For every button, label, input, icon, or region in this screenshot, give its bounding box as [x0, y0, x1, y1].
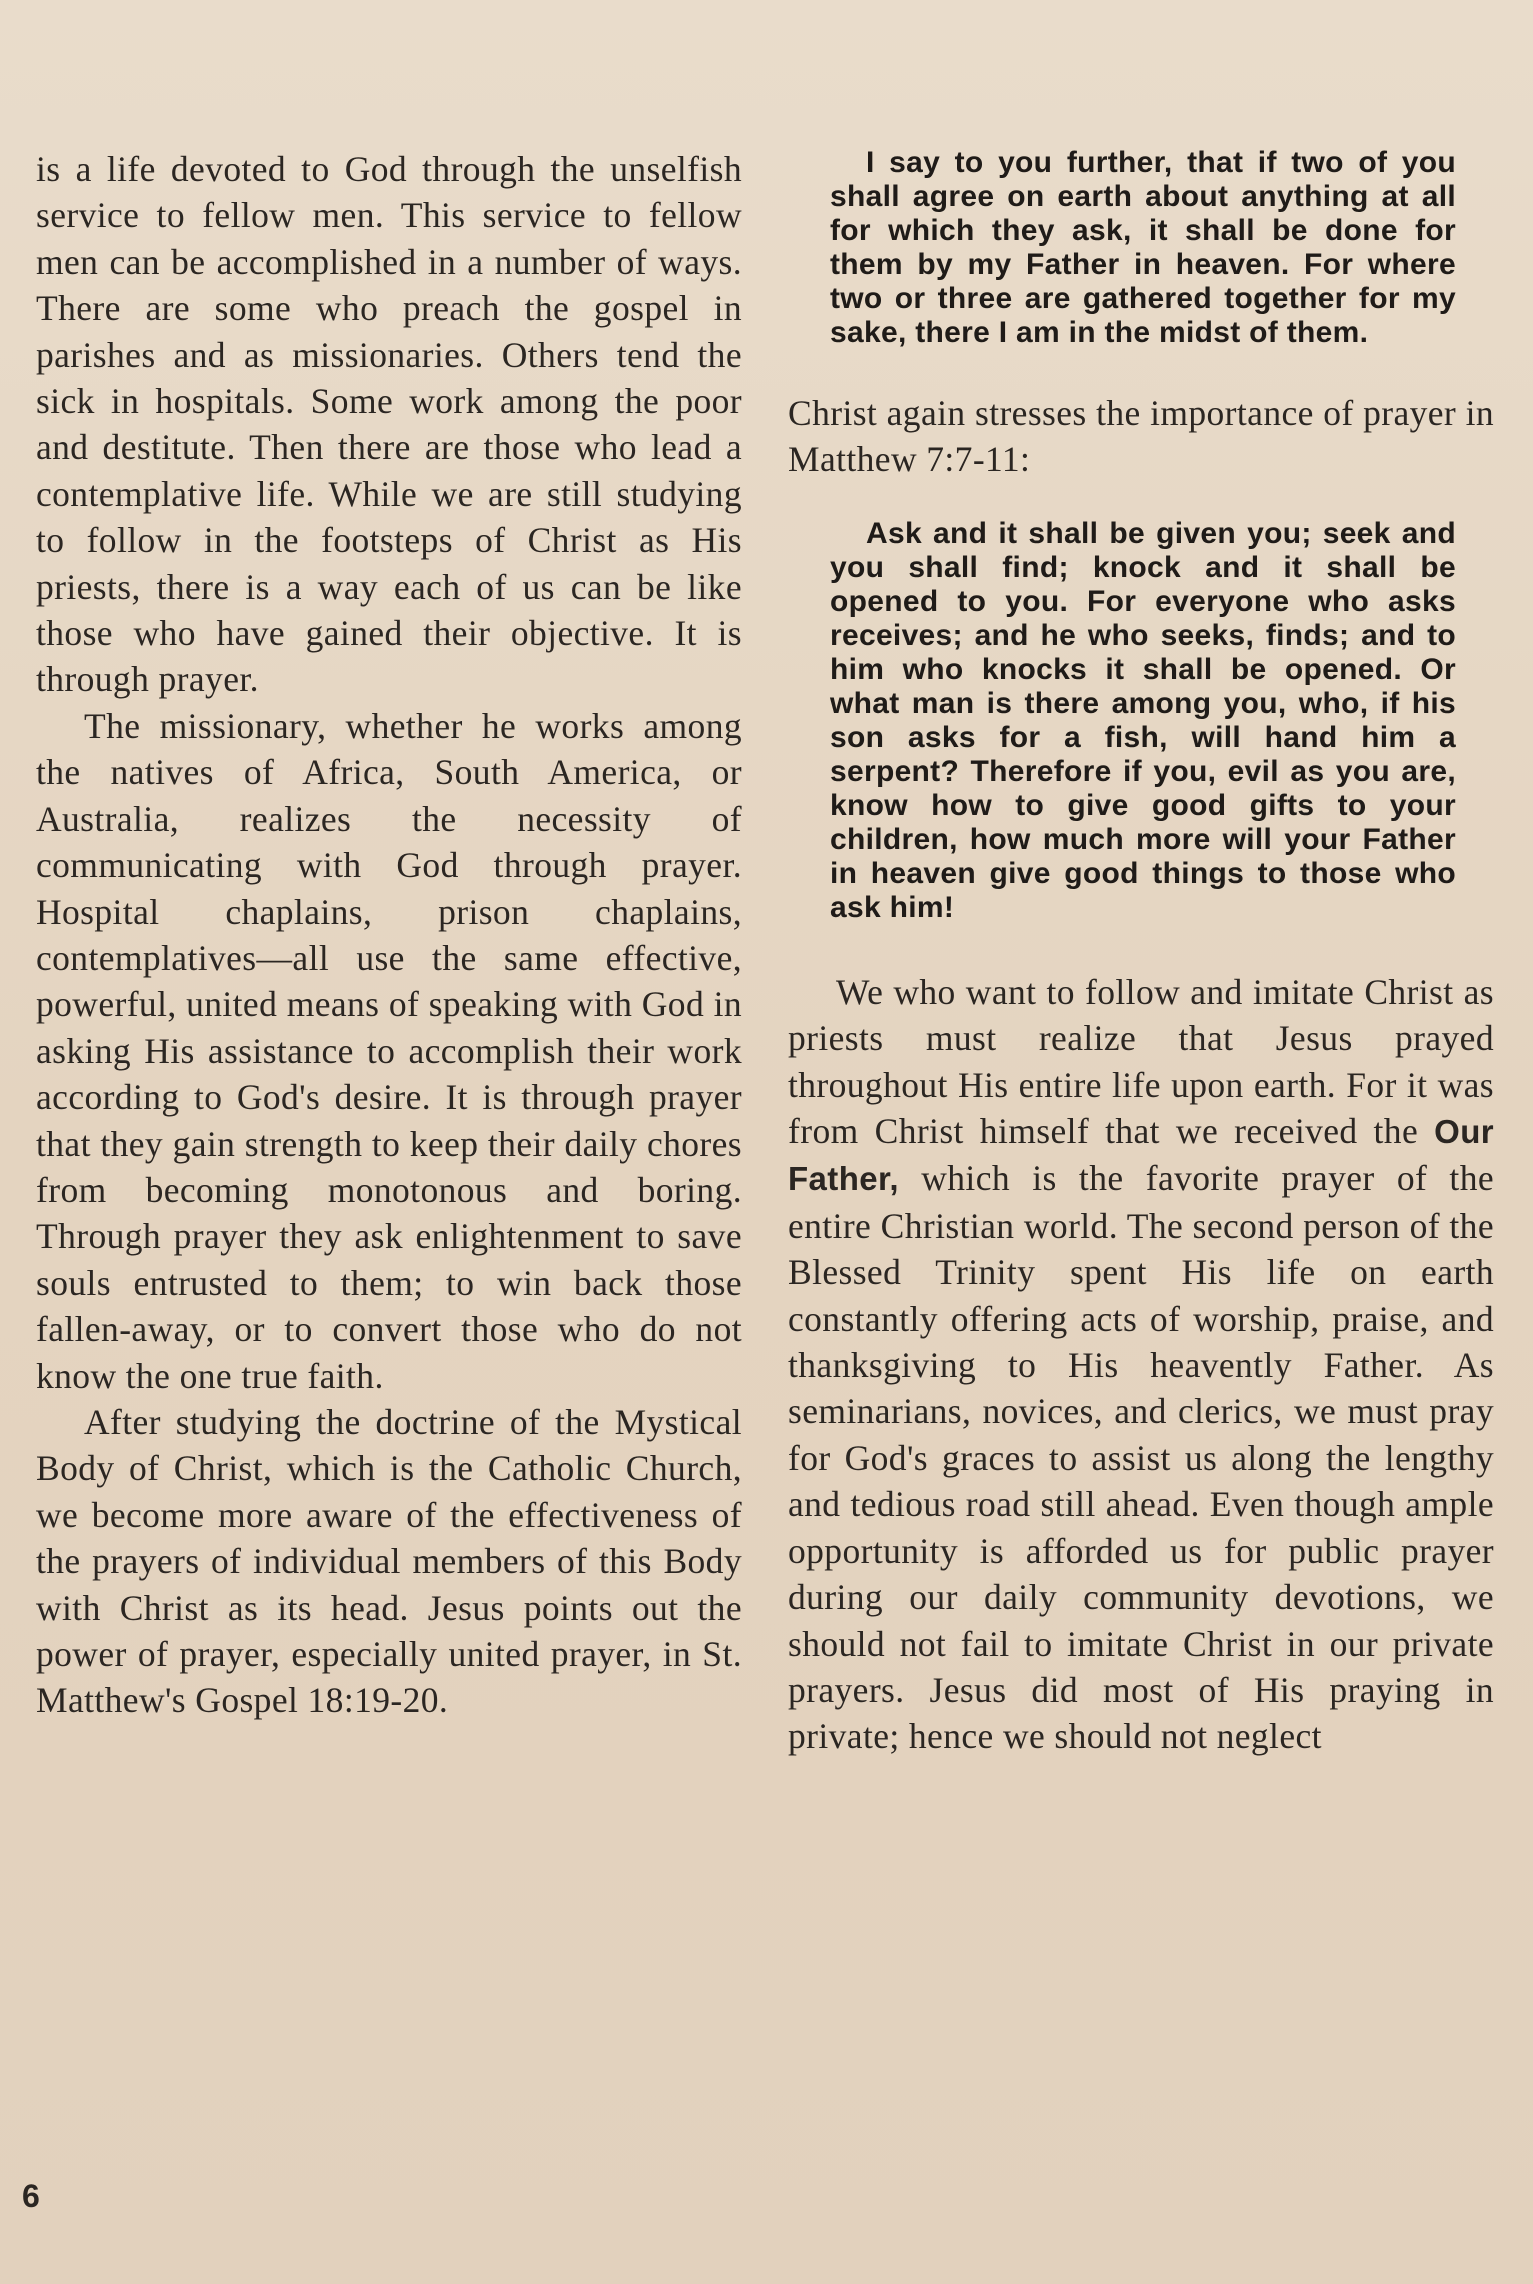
- right-paragraph-2: [788, 969, 1494, 1760]
- right-column: [788, 146, 1494, 1760]
- page-number: 6: [22, 2178, 40, 2214]
- right-paragraph-2-start: We who want to follow and imitate Christ as priests must realize that Jesus prayed throughout His entire life upon earth. For it was from Christ himself that we received the: [788, 971, 1494, 1152]
- our-father-emphasis: Our Father,: [788, 1113, 1494, 1198]
- right-paragraph-2-end: which is the favorite prayer of the entire Christian world. The second person of the Blessed Trinity spent His life on earth constantly offering acts of worship, praise, and thanksgiving to His heavently Father. As seminarians, novices, and clerics, we must pray for God's graces to assist us along the lengthy and tedious road still ahead. Even though ample opportunity is afforded us for public prayer during our daily community devotions, we should not fail to imitate Christ in our private prayers. Jesus did most of His praying in private; hence we should not neglect: [788, 1158, 1494, 1757]
- scripture-quote-matthew-7: Ask and it shall be given you; seek and you shall find; knock and it shall be opened to you. For everyone who asks receives; and he who seeks, finds; and to him who knocks it shall be opened. Or what man is there among you, who, if his son asks for a fish, will hand him a serpent? Therefore if you, evil as you are, know how to give good gifts to your children, how much more will your Father in heaven give good things to those who ask him!: [830, 516, 1456, 924]
- scripture-quote-matthew-18: I say to you further, that if two of you shall agree on earth about anything at all for which they ask, it shall be done for them by my Father in heaven. For where two or three are gathered together for my sake, there I am in the midst of them.: [830, 146, 1456, 349]
- left-paragraph-3: After studying the doctrine of the Mystical Body of Christ, which is the Catholic Church, we become more aware of the effectiveness of the prayers of individual members of this Body with Christ as its head. Jesus points out the power of prayer, especially united prayer, in St. Matthew's Gospel 18:19-20.: [36, 1401, 742, 1721]
- left-column: [36, 146, 742, 1724]
- right-paragraph-1: Christ again stresses the importance of prayer in Matthew 7:7-11:: [788, 393, 1494, 480]
- left-paragraph-2: The missionary, whether he works among the natives of Africa, South America, or Australia, realizes the necessity of communicating with God through prayer. Hospital chaplains, prison chaplains, contemplatives—all use the same effective, powerful, united means of speaking with God in asking His assistance to accomplish their work according to God's desire. It is through prayer that they gain strength to keep their daily chores from becoming monotonous and boring. Through prayer they ask enlightenment to save souls entrusted to them; to win back those fallen-away, or to convert those who do not know the one true faith.: [36, 705, 742, 1396]
- left-paragraph-1: is a life devoted to God through the unselfish service to fellow men. This service to fellow men can be accomplished in a number of ways. There are some who preach the gospel in parishes and as missionaries. Others tend the sick in hospitals. Some work among the poor and destitute. Then there are those who lead a contemplative life. While we are still studying to follow in the footsteps of Christ as His priests, there is a way each of us can be like those who have gained their objective. It is through prayer.: [36, 149, 742, 700]
